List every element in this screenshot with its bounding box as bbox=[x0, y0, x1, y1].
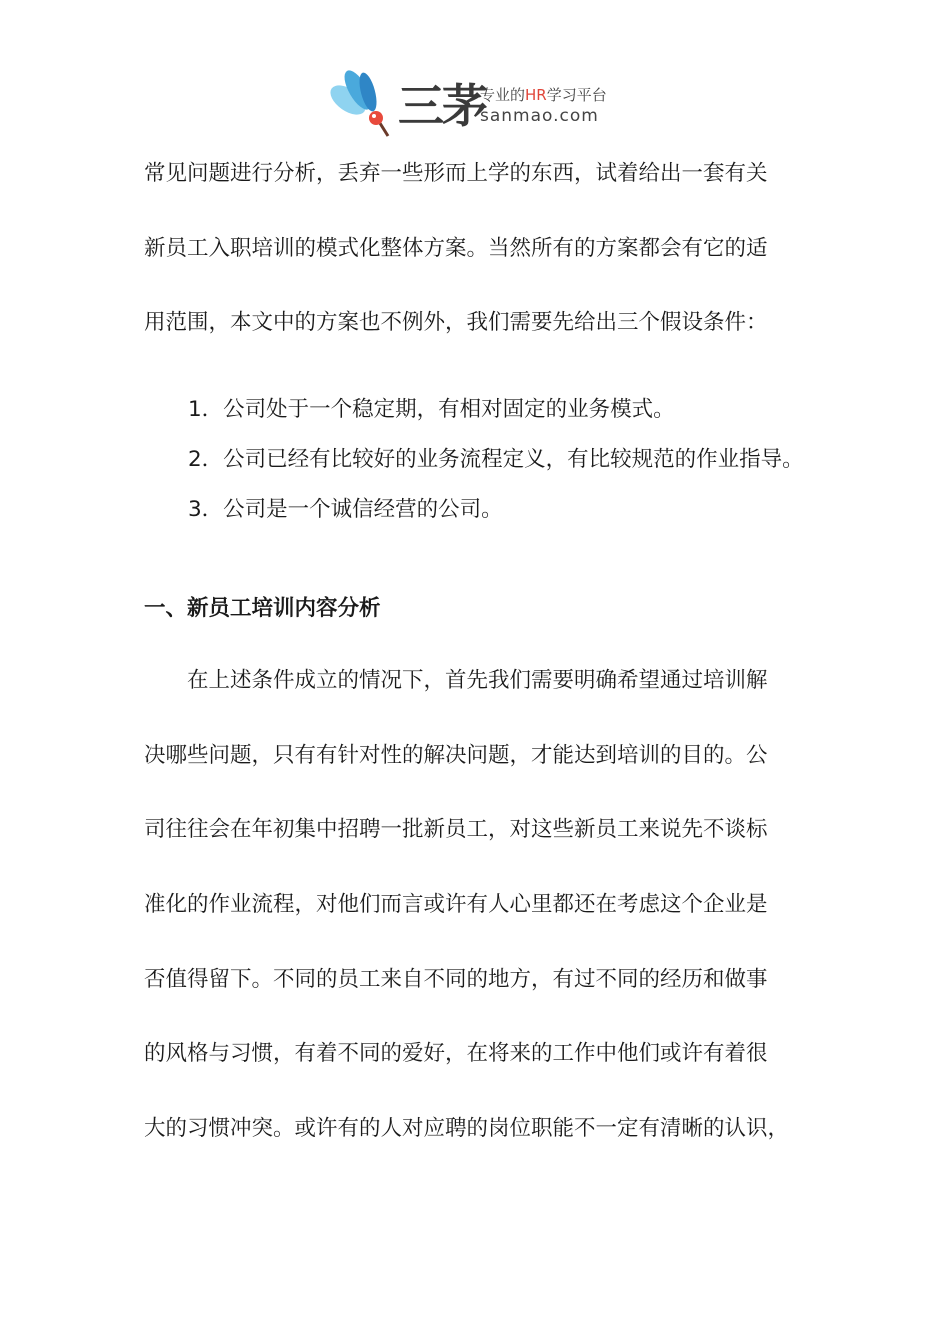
condition-item: 3．公司是一个诚信经营的公司。 bbox=[188, 497, 503, 522]
logo-brand: 三茅 bbox=[398, 79, 486, 133]
section-heading: 一、新员工培训内容分析 bbox=[144, 596, 381, 621]
body-line: 大的习惯冲突。或许有的人对应聘的岗位职能不一定有清晰的认识， bbox=[144, 1116, 790, 1141]
condition-item: 2．公司已经有比较好的业务流程定义，有比较规范的作业指导。 bbox=[188, 447, 804, 472]
body-line: 准化的作业流程，对他们而言或许有人心里都还在考虑这个企业是 bbox=[144, 892, 768, 917]
body-line: 决哪些问题，只有有针对性的解决问题，才能达到培训的目的。公 bbox=[144, 743, 768, 768]
dragonfly-icon bbox=[328, 66, 398, 138]
intro-line: 常见问题进行分析，丢弃一些形而上学的东西，试着给出一套有关 bbox=[144, 161, 768, 186]
logo-tagline: 专业的HR学习平台 bbox=[480, 86, 607, 104]
intro-line: 用范围，本文中的方案也不例外，我们需要先给出三个假设条件： bbox=[144, 310, 768, 335]
condition-item: 1．公司处于一个稳定期，有相对固定的业务模式。 bbox=[188, 397, 675, 422]
body-line: 的风格与习惯，有着不同的爱好，在将来的工作中他们或许有着很 bbox=[144, 1041, 768, 1066]
logo-url: sanmao.com bbox=[480, 106, 599, 126]
sanmao-logo bbox=[328, 66, 628, 138]
body-line: 司往往会在年初集中招聘一批新员工，对这些新员工来说先不谈标 bbox=[144, 817, 768, 842]
body-line: 否值得留下。不同的员工来自不同的地方，有过不同的经历和做事 bbox=[144, 967, 768, 992]
body-line: 在上述条件成立的情况下，首先我们需要明确希望通过培训解 bbox=[144, 668, 768, 693]
intro-line: 新员工入职培训的模式化整体方案。当然所有的方案都会有它的适 bbox=[144, 236, 768, 261]
